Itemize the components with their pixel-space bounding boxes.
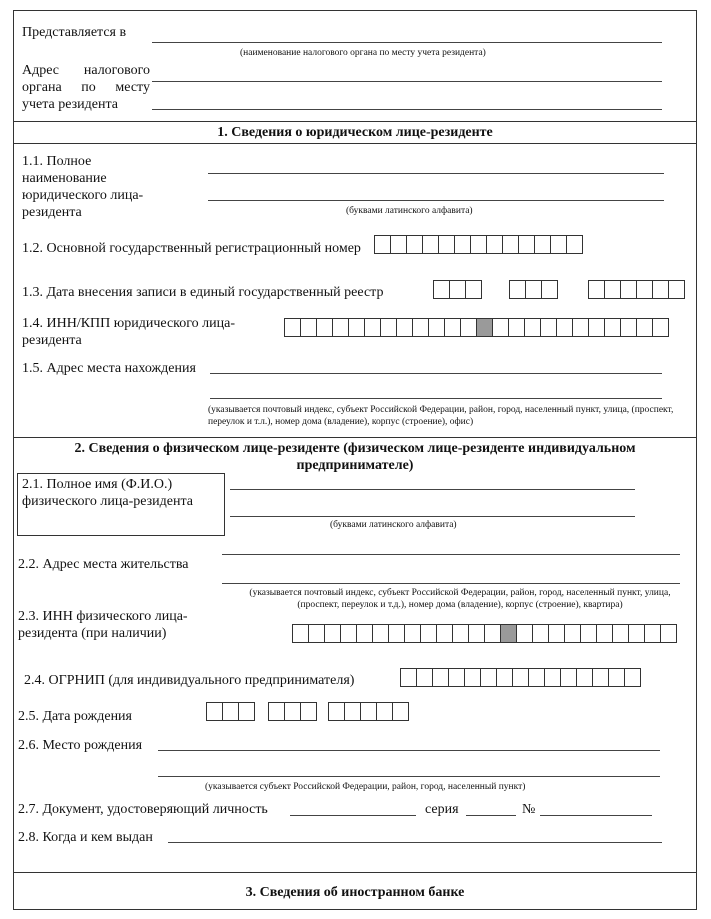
s2-inn-cells[interactable] [292, 624, 677, 643]
char-cell[interactable] [625, 669, 641, 686]
char-cell[interactable] [349, 319, 365, 336]
char-cell[interactable] [487, 236, 503, 253]
char-cell[interactable] [417, 669, 433, 686]
s1-address-field-2[interactable] [210, 398, 662, 399]
char-cell[interactable] [393, 703, 409, 720]
s2-full-name-label: 2.1. Полное имя (Ф.И.О.) физического лица-резидента [22, 477, 193, 509]
s1-date-day-cells[interactable] [433, 280, 482, 299]
char-cell[interactable] [577, 669, 593, 686]
char-cell[interactable] [653, 281, 669, 298]
s2-inn-label: 2.3. ИНН физического лица-резидента (при наличии) [18, 609, 188, 641]
divider [13, 437, 697, 438]
char-cell[interactable] [533, 625, 549, 642]
s1-full-name-field-1[interactable] [208, 173, 664, 174]
section1-title: 1. Сведения о юридическом лице-резиденте [217, 125, 493, 140]
s1-date-month-cells[interactable] [509, 280, 558, 299]
section3-title: 3. Сведения об иностранном банке [245, 885, 465, 900]
char-cell[interactable] [357, 625, 373, 642]
char-cell[interactable] [589, 319, 605, 336]
s2-ogrnip-label: 2.4. ОГРНИП (для индивидуального предпринимателя) [24, 673, 355, 688]
char-cell[interactable] [469, 625, 485, 642]
char-cell[interactable] [361, 703, 377, 720]
number-label: № [522, 802, 536, 817]
divider [13, 143, 697, 144]
char-cell[interactable] [389, 625, 405, 642]
s1-address-field-1[interactable] [210, 373, 662, 374]
char-cell[interactable] [434, 281, 450, 298]
s2-birth-place-caption: (указывается субъект Российской Федерации, район, город, населенный пункт) [205, 782, 526, 792]
char-cell[interactable] [605, 319, 621, 336]
tax-org-field[interactable] [152, 42, 662, 43]
char-cell[interactable] [541, 319, 557, 336]
s1-latin-caption: (буквами латинского алфавита) [346, 206, 473, 216]
char-cell[interactable] [545, 669, 561, 686]
char-cell[interactable] [309, 625, 325, 642]
char-cell[interactable] [581, 625, 597, 642]
char-cell[interactable] [325, 625, 341, 642]
char-cell[interactable] [525, 319, 541, 336]
birth-day-cells[interactable] [206, 702, 255, 721]
tax-address-field-1[interactable] [152, 81, 662, 82]
s1-address-label: 1.5. Адрес места нахождения [22, 361, 196, 376]
char-cell[interactable] [493, 319, 509, 336]
char-cell[interactable] [549, 625, 565, 642]
char-cell[interactable] [605, 281, 621, 298]
char-cell[interactable] [535, 236, 551, 253]
char-cell[interactable] [437, 625, 453, 642]
char-cell[interactable] [471, 236, 487, 253]
char-cell[interactable] [301, 703, 317, 720]
char-cell[interactable] [365, 319, 381, 336]
char-cell[interactable] [317, 319, 333, 336]
char-cell[interactable] [397, 319, 413, 336]
char-cell[interactable] [510, 281, 526, 298]
char-cell[interactable] [485, 625, 501, 642]
char-cell[interactable] [453, 625, 469, 642]
s1-address-caption: (указывается почтовый индекс, субъект Российской Федерации, район, город, населенный пункт, улица, (проспект, переулок и т.л.), номер дома (владение), корпус (строение), офис) [208, 405, 674, 427]
char-cell[interactable] [421, 625, 437, 642]
s2-birth-place-field-1[interactable] [158, 750, 660, 751]
char-cell[interactable] [609, 669, 625, 686]
char-cell[interactable] [333, 319, 349, 336]
char-cell[interactable] [653, 319, 669, 336]
submitted-to-label: Представляется в [22, 25, 127, 40]
char-cell[interactable] [466, 281, 482, 298]
char-cell[interactable] [501, 625, 517, 642]
birth-month-cells[interactable] [268, 702, 317, 721]
char-cell[interactable] [621, 281, 637, 298]
inn-kpp-cells[interactable] [284, 318, 669, 337]
char-cell[interactable] [455, 236, 471, 253]
tax-org-caption: (наименование налогового органа по месту учета резидента) [240, 48, 486, 58]
char-cell[interactable] [557, 319, 573, 336]
char-cell[interactable] [429, 319, 445, 336]
char-cell[interactable] [519, 236, 535, 253]
tax-address-label: Адрес налогового органа по месту учета резидента [22, 63, 150, 112]
char-cell[interactable] [565, 625, 581, 642]
char-cell[interactable] [329, 703, 345, 720]
ogrnip-cells[interactable] [400, 668, 641, 687]
char-cell[interactable] [589, 281, 605, 298]
s2-birth-place-field-2[interactable] [158, 776, 660, 777]
char-cell[interactable] [461, 319, 477, 336]
birth-year-cells[interactable] [328, 702, 409, 721]
char-cell[interactable] [401, 669, 417, 686]
char-cell[interactable] [445, 319, 461, 336]
s2-residence-label: 2.2. Адрес места жительства [18, 557, 189, 572]
s1-inn-kpp-label: 1.4. ИНН/КПП юридического лица-резидента [22, 316, 235, 348]
char-cell[interactable] [645, 625, 661, 642]
s2-full-name-field-1[interactable] [230, 489, 635, 490]
id-doc-type-field[interactable] [290, 815, 416, 816]
char-cell[interactable] [269, 703, 285, 720]
s2-latin-caption: (буквами латинского алфавита) [330, 520, 457, 530]
s1-date-year-cells[interactable] [588, 280, 685, 299]
char-cell[interactable] [450, 281, 466, 298]
char-cell[interactable] [669, 281, 685, 298]
char-cell[interactable] [661, 625, 677, 642]
char-cell[interactable] [509, 319, 525, 336]
char-cell[interactable] [423, 236, 439, 253]
char-cell[interactable] [377, 703, 393, 720]
char-cell[interactable] [373, 625, 389, 642]
char-cell[interactable] [637, 281, 653, 298]
section2-title: 2. Сведения о физическом лице-резиденте (физическом лице-резиденте индивидуальном предпринимателе) [74, 441, 636, 473]
divider [13, 872, 697, 873]
char-cell[interactable] [597, 625, 613, 642]
char-cell[interactable] [503, 236, 519, 253]
char-cell[interactable] [407, 236, 423, 253]
char-cell[interactable] [465, 669, 481, 686]
char-cell[interactable] [285, 319, 301, 336]
s2-residence-caption: (указывается почтовый индекс, субъект Российской Федерации, район, город, населенный пункт, улица, (проспект, переулок и т.д.), номер дома (владение), корпус (строение), квартира) [249, 588, 671, 610]
char-cell[interactable] [629, 625, 645, 642]
s2-residence-field-2[interactable] [222, 583, 680, 584]
char-cell[interactable] [561, 669, 577, 686]
char-cell[interactable] [239, 703, 255, 720]
char-cell[interactable] [613, 625, 629, 642]
char-cell[interactable] [433, 669, 449, 686]
s1-ogrn-label: 1.2. Основной государственный регистрационный номер [22, 241, 361, 256]
char-cell[interactable] [301, 319, 317, 336]
char-cell[interactable] [517, 625, 533, 642]
char-cell[interactable] [497, 669, 513, 686]
char-cell[interactable] [551, 236, 567, 253]
char-cell[interactable] [341, 625, 357, 642]
s1-full-name-field-2[interactable] [208, 200, 664, 201]
char-cell[interactable] [567, 236, 583, 253]
tax-address-field-2[interactable] [152, 109, 662, 110]
char-cell[interactable] [477, 319, 493, 336]
series-label: серия [425, 802, 459, 817]
series-field[interactable] [466, 815, 516, 816]
s2-id-doc-label: 2.7. Документ, удостоверяющий личность [18, 802, 268, 817]
char-cell[interactable] [621, 319, 637, 336]
s2-issued-label: 2.8. Когда и кем выдан [18, 830, 153, 845]
char-cell[interactable] [405, 625, 421, 642]
char-cell[interactable] [439, 236, 455, 253]
char-cell[interactable] [526, 281, 542, 298]
char-cell[interactable] [381, 319, 397, 336]
char-cell[interactable] [375, 236, 391, 253]
char-cell[interactable] [391, 236, 407, 253]
char-cell[interactable] [542, 281, 558, 298]
divider [13, 121, 697, 122]
char-cell[interactable] [481, 669, 497, 686]
char-cell[interactable] [293, 625, 309, 642]
char-cell[interactable] [513, 669, 529, 686]
char-cell[interactable] [345, 703, 361, 720]
char-cell[interactable] [529, 669, 545, 686]
char-cell[interactable] [593, 669, 609, 686]
char-cell[interactable] [449, 669, 465, 686]
issued-field[interactable] [168, 842, 662, 843]
number-field[interactable] [540, 815, 652, 816]
ogrn-cells[interactable] [374, 235, 583, 254]
char-cell[interactable] [413, 319, 429, 336]
char-cell[interactable] [285, 703, 301, 720]
s2-residence-field-1[interactable] [222, 554, 680, 555]
s2-full-name-field-2[interactable] [230, 516, 635, 517]
s2-birth-place-label: 2.6. Место рождения [18, 738, 143, 753]
char-cell[interactable] [573, 319, 589, 336]
char-cell[interactable] [207, 703, 223, 720]
char-cell[interactable] [637, 319, 653, 336]
char-cell[interactable] [223, 703, 239, 720]
s2-birth-date-label: 2.5. Дата рождения [18, 709, 132, 724]
s1-date-label: 1.3. Дата внесения записи в единый государственный реестр [22, 285, 384, 300]
s1-full-name-label: 1.1. Полное наименование юридического лица-резидента [22, 154, 144, 220]
